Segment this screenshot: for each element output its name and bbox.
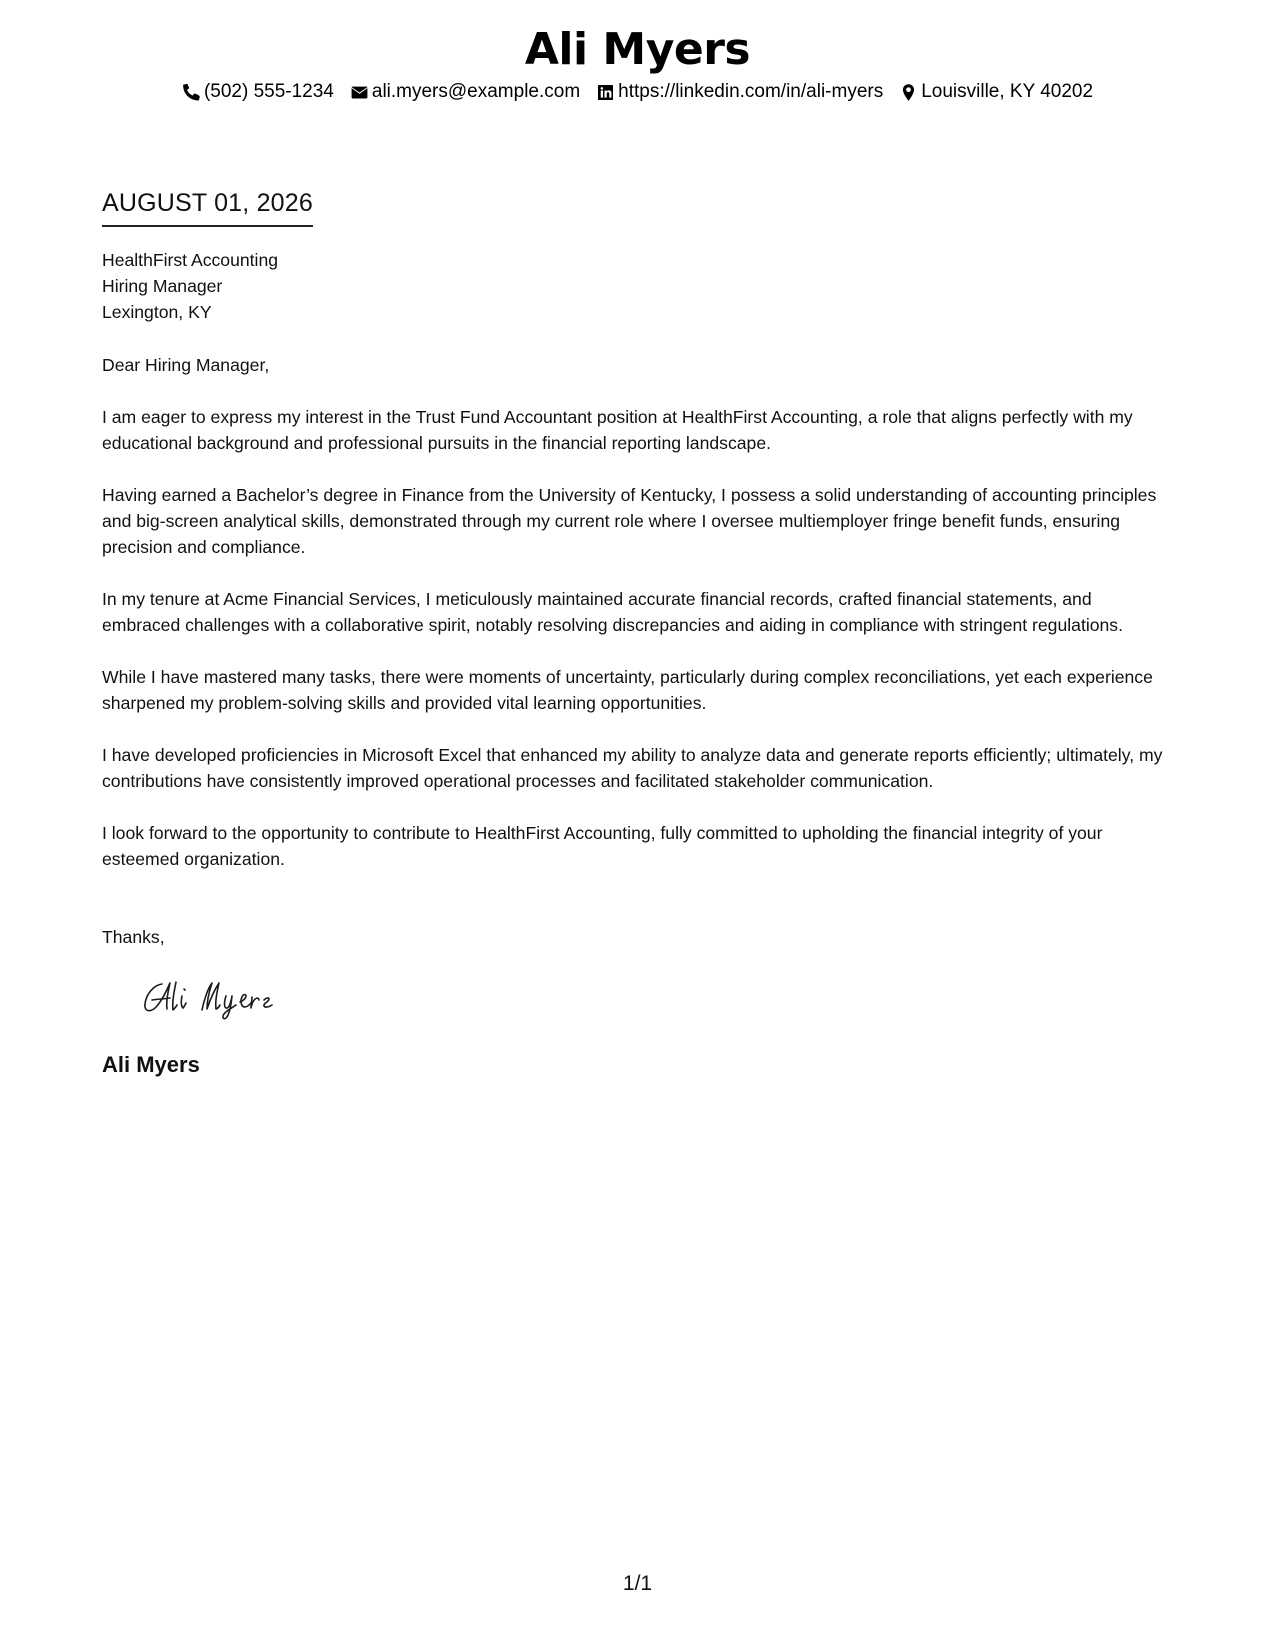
linkedin-icon <box>596 83 615 102</box>
page-number: 1/1 <box>622 1572 653 1595</box>
contact-linkedin <box>596 79 883 105</box>
paragraph-3: In my tenure at Acme Financial Services, I meticulously maintained accurate financial records, crafted financial statements, and embraced challenges with a collaborative spirit, notably resolving discrepancies and aiding in compliance with stringent regulations. <box>102 589 1123 635</box>
paragraph-1: I am eager to express my interest in the Trust Fund Accountant position at HealthFirst Accounting, a role that aligns perfectly with my educational background and professional pursuits in the financial reporting landscape. <box>102 407 1133 453</box>
contact-phone <box>182 79 334 105</box>
envelope-icon <box>350 83 369 102</box>
letter-body <box>102 186 1172 1080</box>
recipient-title: Hiring Manager <box>102 276 223 296</box>
contact-email <box>350 79 580 105</box>
email-text: ali.myers@example.com <box>371 81 581 102</box>
paragraph-4: While I have mastered many tasks, there were moments of uncertainty, particularly during complex reconciliations, yet each experience sharpened my problem-solving skills and provided vital learning opportunities. <box>102 667 1153 713</box>
recipient-company: HealthFirst Accounting <box>102 250 279 270</box>
salutation: Dear Hiring Manager, <box>102 355 270 375</box>
location-text: Louisville, KY 40202 <box>921 81 1094 102</box>
paragraph-6: I look forward to the opportunity to contribute to HealthFirst Accounting, fully committed to upholding the financial integrity of your esteemed organization. <box>102 823 1103 869</box>
paragraph-2: Having earned a Bachelor’s degree in Finance from the University of Kentucky, I possess a solid understanding of accounting principles and big-screen analytical skills, demonstrated through my current role where I oversee multiemployer fringe benefit funds, ensuring precision and compliance. <box>102 485 1157 557</box>
handwritten-signature <box>140 972 330 1022</box>
recipient-block <box>102 247 1172 325</box>
map-marker-icon <box>899 83 918 102</box>
recipient-location: Lexington, KY <box>102 302 212 322</box>
phone-text: (502) 555-1234 <box>203 81 334 102</box>
paragraph-5: I have developed proficiencies in Microsoft Excel that enhanced my ability to analyze data and generate reports efficiently; ultimately, my contributions have consistently improved operational processes and facilitated stakeholder communication. <box>102 745 1163 791</box>
phone-icon <box>182 83 201 102</box>
closing: Thanks, <box>102 927 165 947</box>
signed-name: Ali Myers <box>102 1052 200 1077</box>
applicant-name: Ali Myers <box>524 24 751 75</box>
contact-location <box>899 79 1093 105</box>
contact-bar <box>0 79 1275 105</box>
linkedin-text: https://linkedin.com/in/ali-myers <box>618 81 884 102</box>
letter-date: AUGUST 01, 2026 <box>102 186 313 227</box>
